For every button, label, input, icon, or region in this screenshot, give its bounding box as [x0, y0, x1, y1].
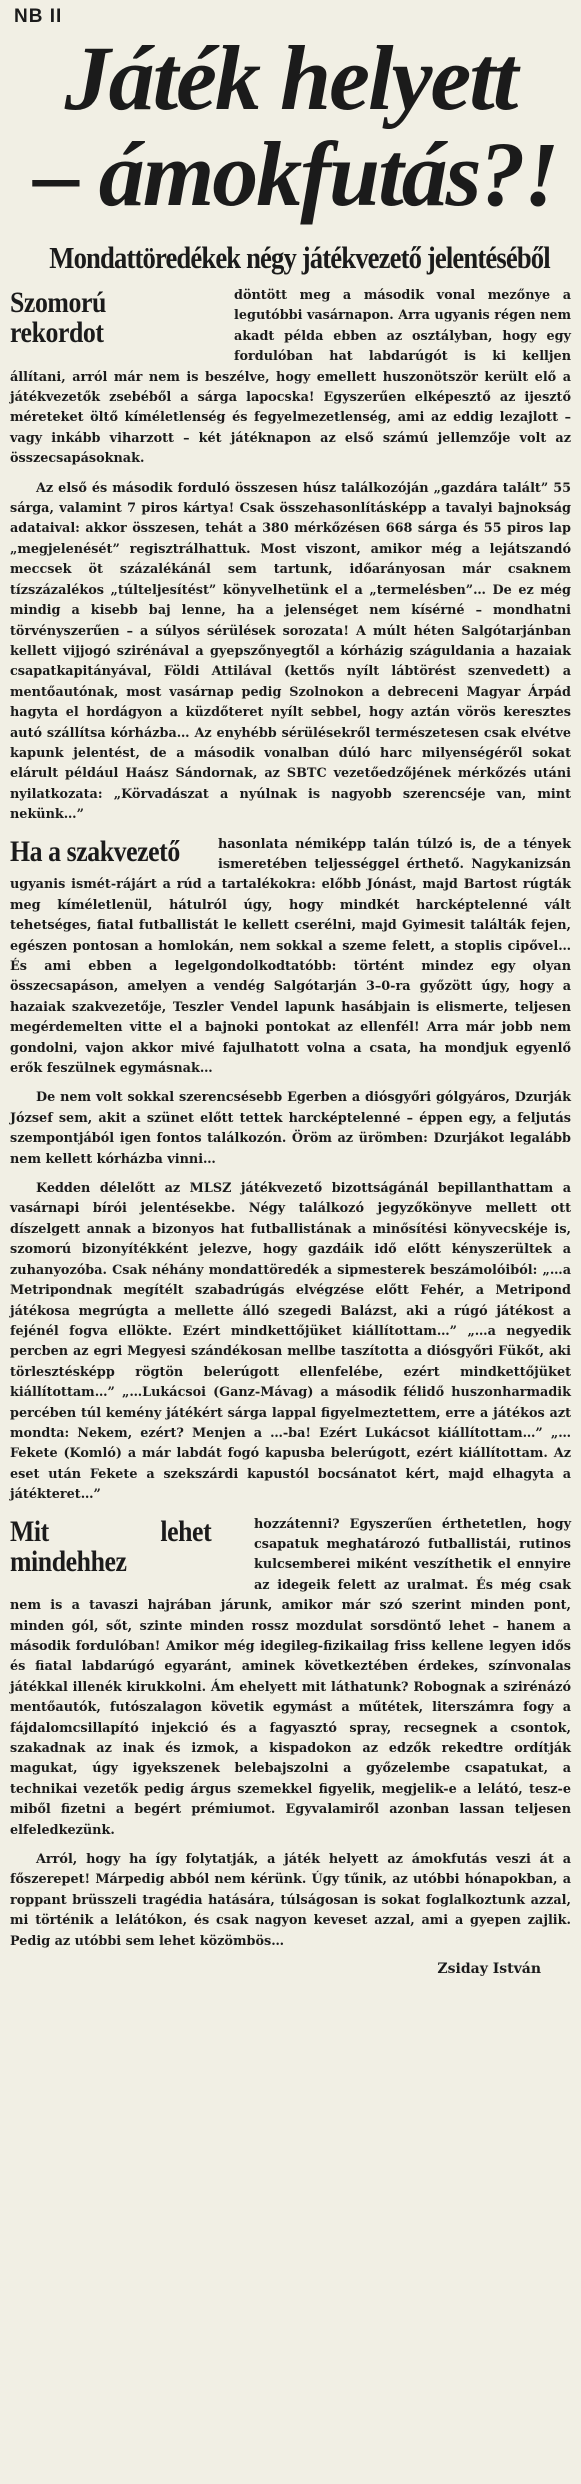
paragraph-7-text: Arról, hogy ha így folytatják, a játék helyett az ámokfutás veszi át a főszerepet! Márpedig abból nem kérünk. Úgy tűnik, az utóbbi hónapokban, a roppant brüsszeli tragédia hatására, túlságosan is sokat foglalkoztunk azzal, mi történik a lelátókon, és csak nagyon keveset azzal, ami a gyepen zajlik. Pedig az utóbbi sem lehet közömbös…	[10, 1852, 571, 1949]
paragraph-5-text: Kedden délelőtt az MLSZ játékvezető bizottságánál bepillanthattam a vasárnapi bírói jelentésekbe. Négy találkozó jegyzőkönyve mellett ott díszelgett annak a bizonyos hat futballistának a minősítési könyvecskéje is, szomorú bizonyítékként jelezve, hogy gazdáik idő előtt kényszerültek a zuhanyozóba. Csak néhány mondattöredék a sipmesterek beszámolóiból: „…a Metripondnak megítélt szabadrúgás elvégzése előtt Fehér, a Metripond játékosa megrúgta a mellette álló szegedi Balázst, aki a rúgó játékost a fejénél fogva ellökte. Ezért mindkettőjüket kiállítottam…” „…a negyedik percben az egri Megyesi szándékosan mellbe taszította a diósgyőri Fükőt, aki törlesztésképp rögtön belerúgott ellenfelébe, ezért mindkettőjüket kiállítottam…” „…Lukácsoi (Ganz-Mávag) a második félidő huszonharmadik percében túl kemény játékért sárga lappal figyelmeztettem, erre a játékos azt mondta: Nekem, ezért? Menjen a …-ba! Ezért Lukácsot kiállítottam…” „…Fekete (Komló) a már labdát fogó kapusba belerúgott, ezért kiállítottam. Az eset után Fekete a szekszárdi kapustól bocsánatot kért, majd elhagyta a játékteret…”	[10, 1181, 571, 1503]
paragraph-1	[10, 286, 571, 470]
paragraph-4-text: De nem volt sokkal szerencsésebb Egerben a diósgyőri gólgyáros, Dzurják József sem, akit a szünet előtt tettek harcképtelenné – éppen egy, a feljutás szempontjából igen fontos találkozón. Öröm az ürömben: Dzurjákot legalább nem kellett kórházba vinni…	[10, 1090, 571, 1167]
paragraph-2	[10, 479, 571, 826]
article-body	[10, 286, 571, 1952]
headline-line-1: Játék helyett	[64, 27, 517, 129]
lead-in-1: Szomorú rekordot	[10, 286, 106, 349]
paragraph-2-text: Az első és második forduló összesen húsz találkozóján „gazdára talált” 55 sárga, valamint 7 piros kártya! Csak összehasonlításképp a tavalyi bajnokság adataival: akkor összesen, tehát a 380 mérkőzésen 668 sárga és 55 piros lap „megjelenését” regisztrálhattuk. Most viszont, amikor még a lejátszandó meccsek öt százalékánál sem tartunk, időarányosan már csaknem tízszázalékos „túlteljesítést” könyvelhetünk el a „termelésben”… De ez még mindig a kisebb baj lenne, ha a jelenséget nem kísérné – mondhatni törvényszerűen – a súlyos sérülések sorozata! A múlt héten Salgótarjánban kellett vijjogó szirénával a gyepszőnyegtől a kórházig száguldania a hazaiak csapatkapitányával, Földi Attilával (kettős nyílt lábtörést szenvedett) a mentőautónak, most vasárnap pedig Szolnokon a debreceni Magyar Árpád hagyta el hordágyon a küzdőteret nyílt sebbel, hogy aztán vörös keresztes autó szállítsa kórházba… Az enyhébb sérülésekről természetesen csak elvétve kapunk jelentést, de a második vonalban dúló harc milyenségéről sokat elárult például Haász Sándornak, az SBTC vezetőedzőjének mérkőzés utáni nyilatkozata: „Körvadászat a nyúlnak is nagyobb szerencséje van, mint nekünk…”	[10, 480, 571, 823]
paragraph-3-text: hasonlata némiképp talán túlzó is, de a tények ismeretében teljességgel érthető. Nagykanizsán ugyanis ismét-rájárt a rúd a tartalékokra: előbb Jónást, majd Bartost rúgták meg kíméletlenül, hátulról úgy, hogy mindkét harcképtelenné vált tehetséges, fiatal futballistát le kellett cserélni, majd Gyimesit találták fejen, egészen pontosan a homlokán, nem sokkal a szeme felett, a stoplis cipővel… És ami ebben a legelgondolkodtatóbb: történt mindez egy olyan összecsapáson, amelyen a vendég Salgótarján 3–0-ra győzött úgy, hogy a hazaiak szakvezetője, Teszler Vendel lapunk hasábjain is elismerte, teljesen megérdemelten vitte el a bajnoki pontokat az ellenfél! Arra már jobb nem gondolni, vajon akkor mivé fajulhatott volna a csata, ha mondjuk egyenlő erők feszülnek egymásnak…	[10, 836, 571, 1077]
section-rubric: NB II	[14, 6, 63, 27]
headline-line-2: – ámokfutás?!	[33, 123, 558, 225]
lead-in-2: Ha a szakvezető	[10, 834, 180, 868]
paragraph-1-text: döntött meg a második vonal mezőnye a legutóbbi vasárnapon. Arra ugyanis régen nem akadt példa ebben az osztályban, hogy egy fordulóban hat labdarúgót is ki kelljen állítani, arról már nem is beszélve, hogy emellett huszonötször került elő a játékvezetők zsebéből a sárga lapocska! Egyszerűen elképesztő az ijesztő méreteket öltő kíméletlenség és fegyelmezetlenség, ami az eddig lezajlott – vagy inkább viharzott – két játéknapon az első számú jellemzője volt az összecsapásoknak.	[10, 288, 571, 467]
lead-in-3: Mit lehet mindehhez	[10, 1514, 212, 1578]
paragraph-5	[10, 1179, 571, 1506]
author-signature: Zsiday István	[437, 1961, 541, 1978]
paragraph-6	[10, 1515, 571, 1842]
paragraph-3	[10, 835, 571, 1080]
paragraph-4	[10, 1088, 571, 1170]
paragraph-7	[10, 1850, 571, 1952]
subheadline: Mondattöredékek négy játékvezető jelentéséből	[49, 240, 550, 275]
paragraph-6-text: hozzátenni? Egyszerűen érthetetlen, hogy csapatuk meghatározó futballistái, rutinos kulcsemberei miként veszíthetik el ennyire az idegeik felett az uralmat. És még csak nem is a tavaszi hajrában járunk, amikor már szó szerint minden pont, minden gól, sőt, szinte minden rossz mozdulat sorsdöntő lehet – hanem a második fordulóban! Amikor még idegileg-fizikailag friss kellene legyen idős és fiatal labdarúgó egyaránt, aminek következtében érdekes, színvonalas játékkal illenék kirukkolni. Ám ehelyett mit láthatunk? Robognak a szirénázó mentőautók, futószalagon követik egymást a műtétek, literszámra fogy a fájdalomcsillapító injekció és a fagyasztó spray, recsegnek a csontok, szakadnak az inak és izmok, a kispadokon az edzők rekedtre ordítják magukat, úgy igyekszenek belebajszolni a győzelembe csapatukat, a technikai vezetők pedig árgus szemekkel figyelik, megjelik-e a lelátó, tesz-e miből fizetni a begért prémiumot. Egyvalamiről azonban lassan teljesen elfeledkezünk.	[10, 1516, 571, 1838]
